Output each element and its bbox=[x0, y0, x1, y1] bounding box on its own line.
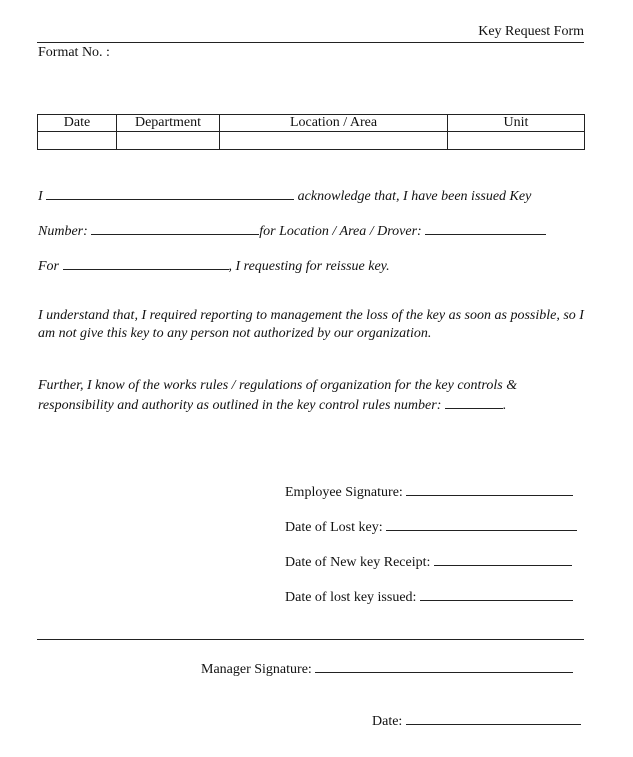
line3-end: , I requesting for reissue key. bbox=[228, 259, 390, 274]
date-of-lost-key-issued-field[interactable] bbox=[420, 587, 573, 601]
rules-paragraph-end: . bbox=[502, 398, 507, 413]
location-area-cell[interactable] bbox=[220, 132, 448, 150]
employee-name-blank[interactable] bbox=[46, 186, 294, 200]
column-header-date: Date bbox=[38, 115, 117, 132]
date-of-lost-key-issued-label: Date of lost key issued: bbox=[285, 590, 417, 605]
manager-signature-field[interactable] bbox=[315, 659, 573, 673]
employee-signature-label: Employee Signature: bbox=[285, 485, 403, 500]
format-number-label: Format No. : bbox=[38, 45, 110, 60]
date-of-new-key-receipt-label: Date of New key Receipt: bbox=[285, 555, 431, 570]
rule-number-blank[interactable] bbox=[445, 395, 503, 409]
reason-blank[interactable] bbox=[63, 256, 229, 270]
table-header-row bbox=[38, 115, 585, 132]
manager-signature-label: Manager Signature: bbox=[201, 662, 312, 677]
rules-paragraph-text: Further, I know of the works rules / regulations of organization for the key controls & responsibility and authority as outlined in the key control rules number: bbox=[38, 378, 518, 413]
key-details-table bbox=[37, 114, 585, 150]
footer-divider bbox=[37, 639, 584, 640]
column-header-unit: Unit bbox=[448, 115, 585, 132]
form-title: Key Request Form bbox=[478, 24, 584, 39]
manager-date-label: Date: bbox=[372, 714, 403, 729]
date-of-lost-key-label: Date of Lost key: bbox=[285, 520, 383, 535]
line2-mid: for Location / Area / Drover: bbox=[259, 224, 422, 239]
date-of-lost-key-field[interactable] bbox=[386, 517, 577, 531]
date-cell[interactable] bbox=[38, 132, 117, 150]
employee-signature-field[interactable] bbox=[406, 482, 573, 496]
line2-start: Number: bbox=[38, 224, 88, 239]
key-number-blank[interactable] bbox=[91, 221, 259, 235]
location-area-drover-blank[interactable] bbox=[425, 221, 546, 235]
reissue-request-line bbox=[38, 256, 390, 275]
acknowledgement-line bbox=[38, 186, 531, 205]
date-of-new-key-receipt-field[interactable] bbox=[434, 552, 572, 566]
header-divider bbox=[37, 42, 584, 43]
rules-paragraph bbox=[38, 377, 588, 415]
column-header-location-area: Location / Area bbox=[220, 115, 448, 132]
date-of-lost-key-issued-row bbox=[285, 587, 573, 606]
date-of-new-key-receipt-row bbox=[285, 552, 572, 571]
manager-date-field[interactable] bbox=[406, 711, 581, 725]
key-number-line bbox=[38, 221, 546, 240]
unit-cell[interactable] bbox=[448, 132, 585, 150]
understanding-paragraph: I understand that, I required reporting to management the loss of the key as soon as possible, so I am not give this key to any person not authorized by our organization. bbox=[38, 308, 584, 341]
line1-end: acknowledge that, I have been issued Key bbox=[297, 189, 532, 204]
date-of-lost-key-row bbox=[285, 517, 577, 536]
department-cell[interactable] bbox=[117, 132, 220, 150]
manager-date-row bbox=[372, 711, 581, 730]
line3-start: For bbox=[38, 259, 59, 274]
column-header-department: Department bbox=[117, 115, 220, 132]
table-row bbox=[38, 132, 585, 150]
employee-signature-row bbox=[285, 482, 573, 501]
line1-start: I bbox=[38, 189, 43, 204]
manager-signature-row bbox=[201, 659, 573, 678]
